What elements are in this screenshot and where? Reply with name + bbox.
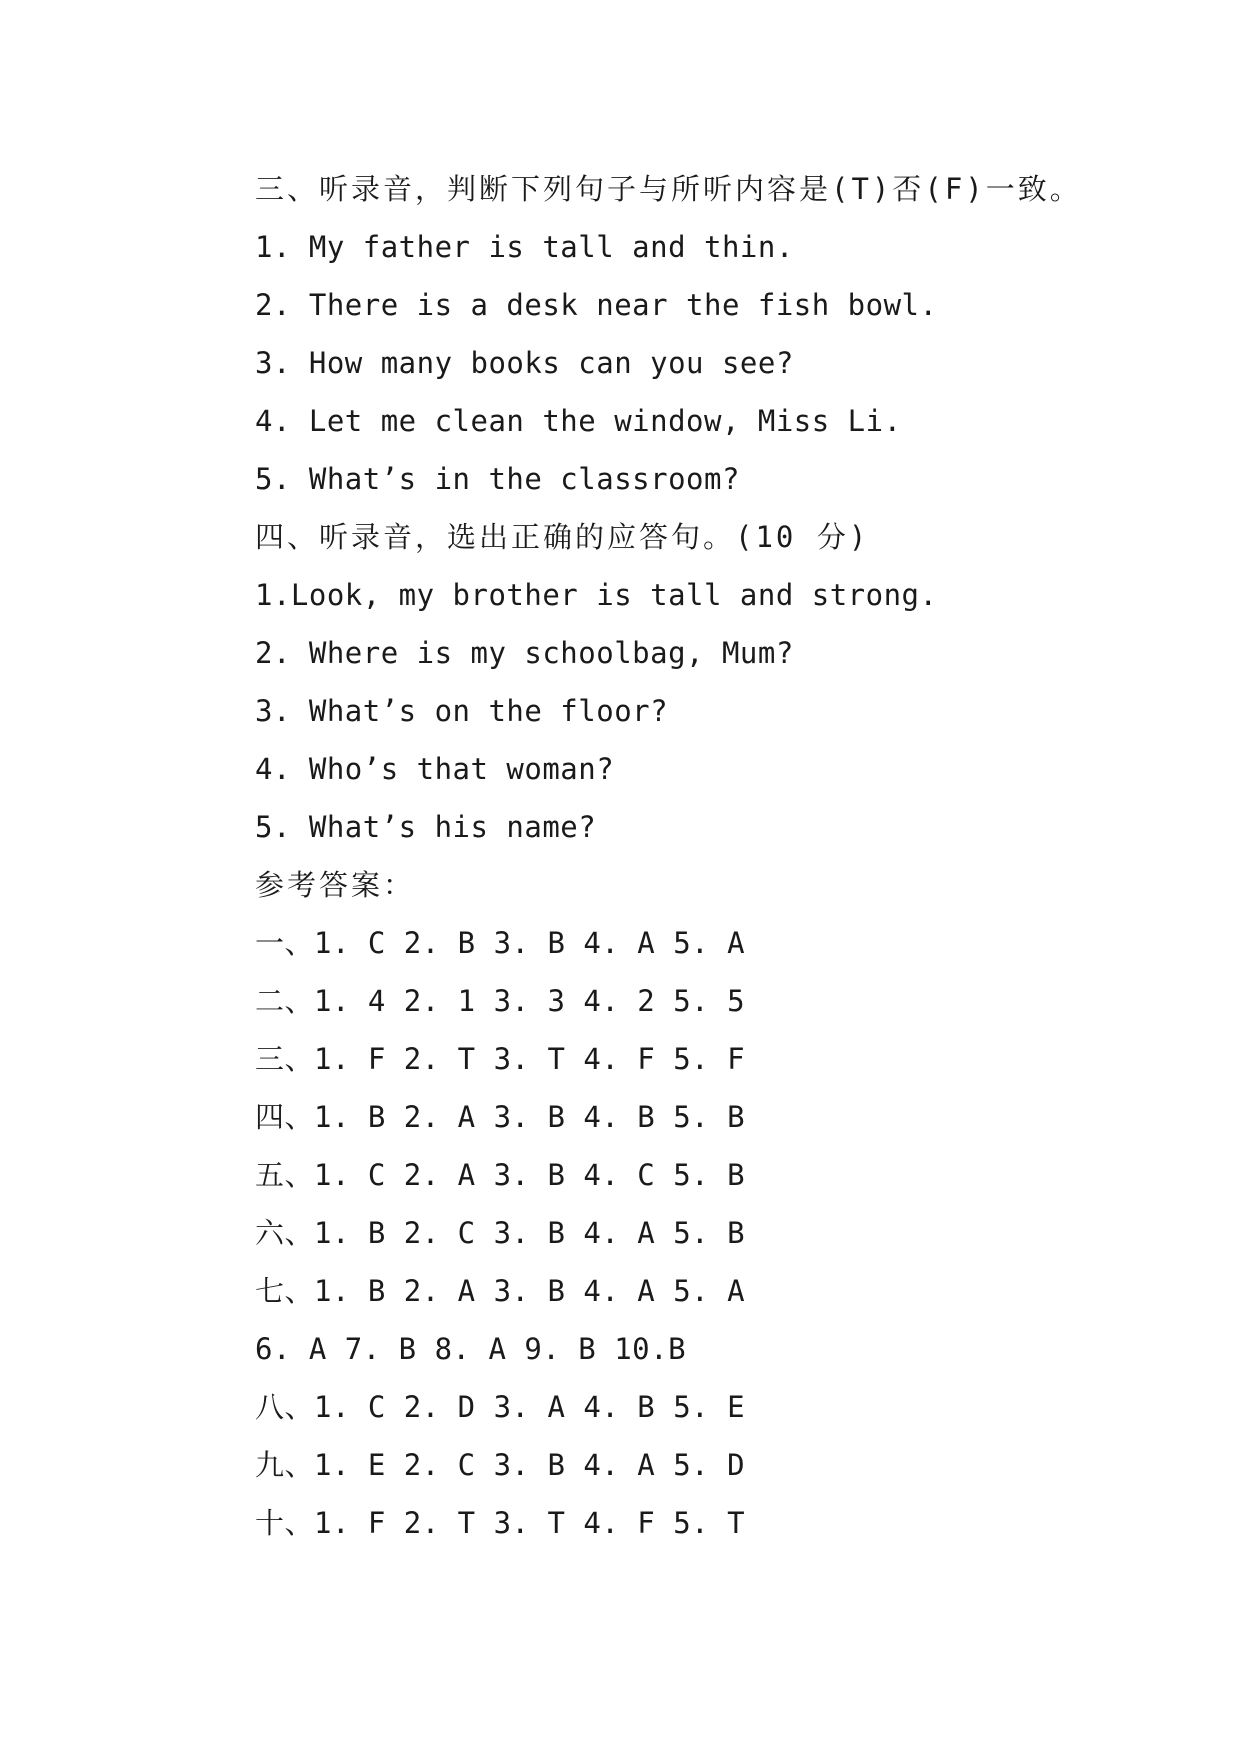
answer-line: 6. A 7. B 8. A 9. B 10.B (255, 1332, 687, 1366)
section-4-heading: 四、听录音，选出正确的应答句。(10 分) (255, 520, 870, 554)
section-3-item: 2. There is a desk near the fish bowl. (255, 288, 938, 322)
answers-heading: 参考答案： (255, 868, 416, 902)
document-page (255, 160, 1155, 1552)
section-4-item: 4. Who’s that woman? (255, 752, 615, 786)
answer-line: 七、1. B 2. A 3. B 4. A 5. A (255, 1274, 746, 1308)
answer-line: 九、1. E 2. C 3. B 4. A 5. D (255, 1448, 746, 1482)
section-3-item: 5. What’s in the classroom? (255, 462, 740, 496)
answer-line: 十、1. F 2. T 3. T 4. F 5. T (255, 1506, 746, 1540)
answer-line: 三、1. F 2. T 3. T 4. F 5. F (255, 1042, 746, 1076)
section-3-item: 1. My father is tall and thin. (255, 230, 794, 264)
answer-line: 六、1. B 2. C 3. B 4. A 5. B (255, 1216, 746, 1250)
section-4-item: 3. What’s on the floor? (255, 694, 669, 728)
section-4-item: 1.Look, my brother is tall and strong. (255, 578, 938, 612)
answer-line: 二、1. 4 2. 1 3. 3 4. 2 5. 5 (255, 984, 746, 1018)
section-3-heading: 三、听录音，判断下列句子与所听内容是(T)否(F)一致。 (255, 172, 1082, 206)
section-3-item: 3. How many books can you see? (255, 346, 794, 380)
answer-line: 五、1. C 2. A 3. B 4. C 5. B (255, 1158, 746, 1192)
section-3-item: 4. Let me clean the window, Miss Li. (255, 404, 902, 438)
section-4-item: 5. What’s his name? (255, 810, 597, 844)
answer-line: 八、1. C 2. D 3. A 4. B 5. E (255, 1390, 746, 1424)
section-4-item: 2. Where is my schoolbag, Mum? (255, 636, 794, 670)
answer-line: 一、1. C 2. B 3. B 4. A 5. A (255, 926, 746, 960)
answer-line: 四、1. B 2. A 3. B 4. B 5. B (255, 1100, 746, 1134)
